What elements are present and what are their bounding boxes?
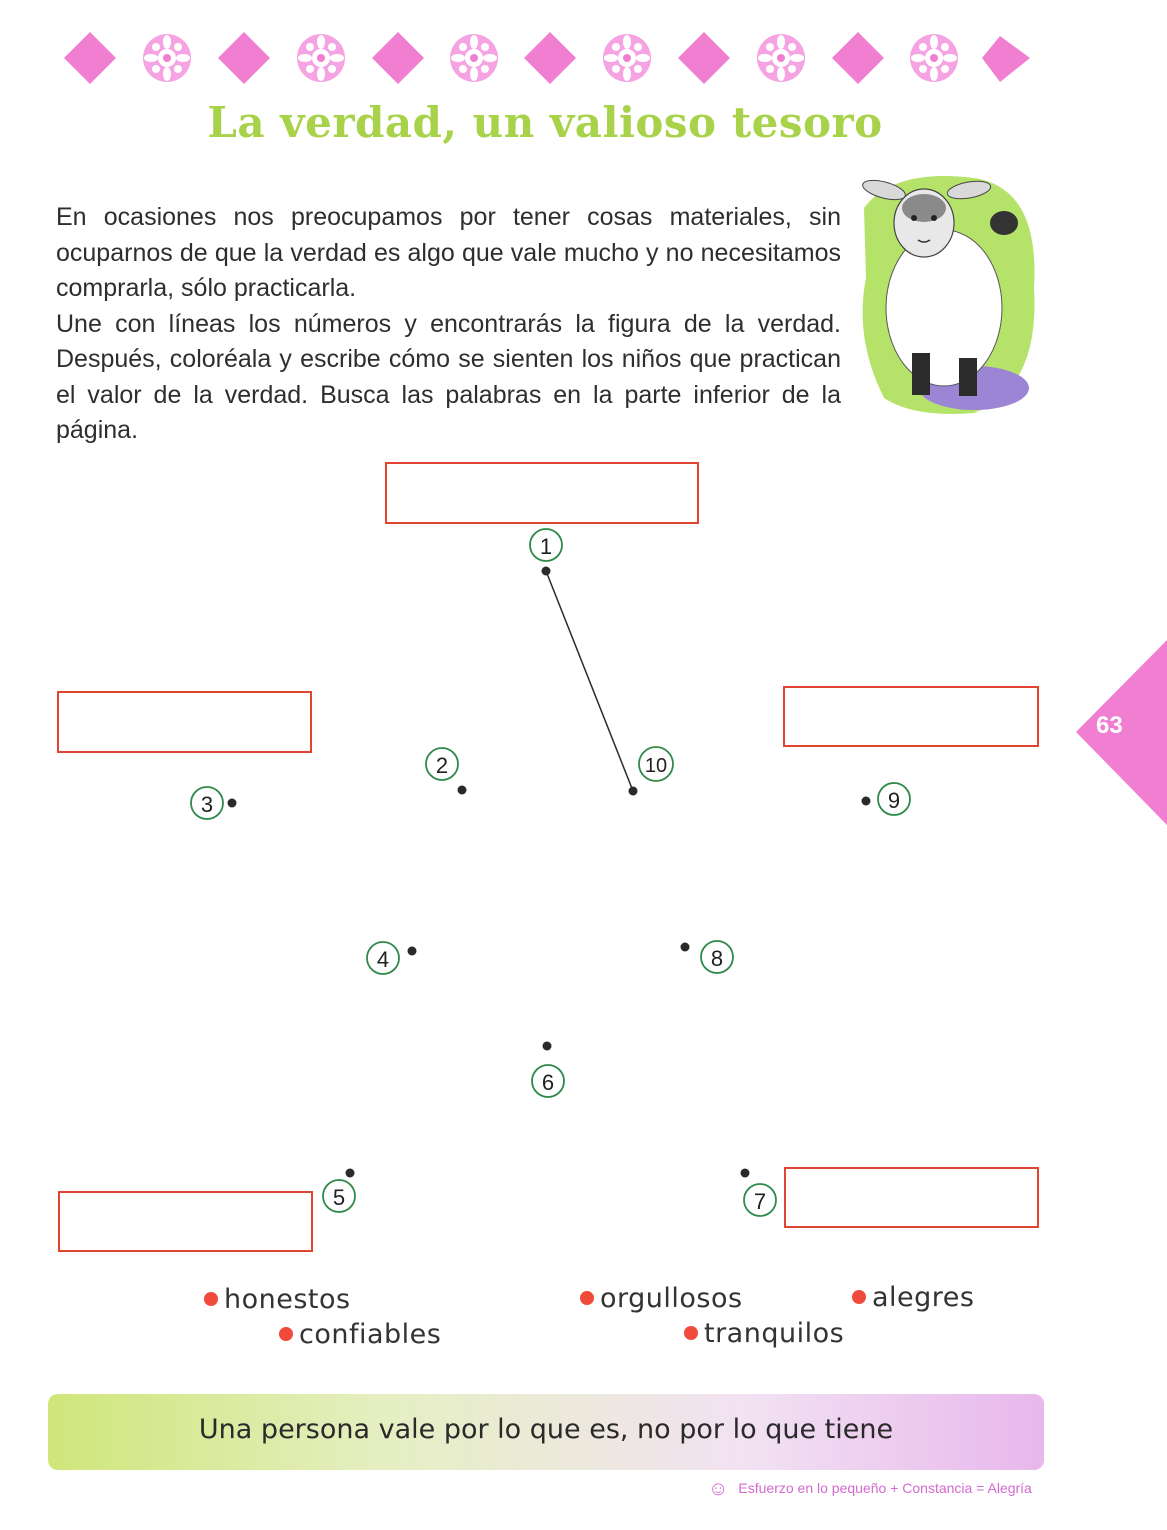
word-label: orgullosos bbox=[600, 1283, 743, 1314]
page-number: 63 bbox=[1096, 712, 1123, 739]
dot-label-7: 7 bbox=[753, 1189, 767, 1214]
dot-10[interactable] bbox=[629, 747, 674, 796]
word-tranquilos bbox=[684, 1318, 844, 1349]
intro-paragraph-1: En ocasiones nos preocupamos por tener cosas materiales, sin ocuparnos de que la verdad es algo que vale mucho y no necesitamos comprarla, sólo practicarla. bbox=[56, 203, 841, 302]
dot-2[interactable] bbox=[426, 748, 467, 795]
dot-label-1: 1 bbox=[539, 534, 553, 559]
dot-6[interactable] bbox=[532, 1042, 564, 1098]
word-label: alegres bbox=[872, 1282, 975, 1313]
bullet-icon bbox=[852, 1290, 866, 1304]
dot-8[interactable] bbox=[681, 941, 734, 973]
bullet-icon bbox=[580, 1291, 594, 1305]
dot-label-6: 6 bbox=[541, 1070, 555, 1095]
word-label: honestos bbox=[224, 1284, 351, 1315]
dot-7[interactable] bbox=[741, 1169, 777, 1217]
dot-label-4: 4 bbox=[376, 947, 390, 972]
bullet-icon bbox=[204, 1292, 218, 1306]
dot-label-8: 8 bbox=[710, 946, 724, 971]
dot-label-9: 9 bbox=[887, 788, 901, 813]
word-alegres bbox=[852, 1282, 974, 1313]
word-label: confiables bbox=[299, 1319, 442, 1350]
word-confiables bbox=[279, 1319, 441, 1350]
motto-banner bbox=[48, 1394, 1044, 1470]
motto-text: Una persona vale por lo que es, no por lo que tiene bbox=[198, 1414, 894, 1445]
smiley-icon: ☺ bbox=[708, 1478, 729, 1500]
word-orgullosos bbox=[580, 1283, 743, 1314]
dot-label-2: 2 bbox=[435, 753, 449, 778]
dot-4[interactable] bbox=[367, 942, 417, 974]
intro-paragraph-2: Une con líneas los números y encontrarás la figura de la verdad. Después, coloréala y escribe cómo se sienten los niños que practican el valor de la verdad. Busca las palabras en la parte inferior de la página. bbox=[56, 309, 841, 444]
footer-text: Esfuerzo en lo pequeño + Constancia = Alegría bbox=[738, 1480, 1032, 1497]
dot-3[interactable] bbox=[191, 787, 237, 819]
dot-1[interactable] bbox=[530, 529, 562, 576]
dot-label-10: 10 bbox=[644, 755, 668, 777]
word-honestos bbox=[204, 1284, 351, 1315]
dot-5[interactable] bbox=[323, 1169, 355, 1213]
dot-label-3: 3 bbox=[200, 792, 214, 817]
connector-line-1-10 bbox=[546, 571, 633, 791]
footer bbox=[708, 1478, 1032, 1501]
bullet-icon bbox=[279, 1327, 293, 1341]
word-label: tranquilos bbox=[704, 1318, 845, 1349]
dot-label-5: 5 bbox=[332, 1185, 346, 1210]
page-title: La verdad, un valioso tesoro bbox=[207, 98, 883, 147]
bullet-icon bbox=[684, 1326, 698, 1340]
dot-9[interactable] bbox=[862, 783, 911, 815]
